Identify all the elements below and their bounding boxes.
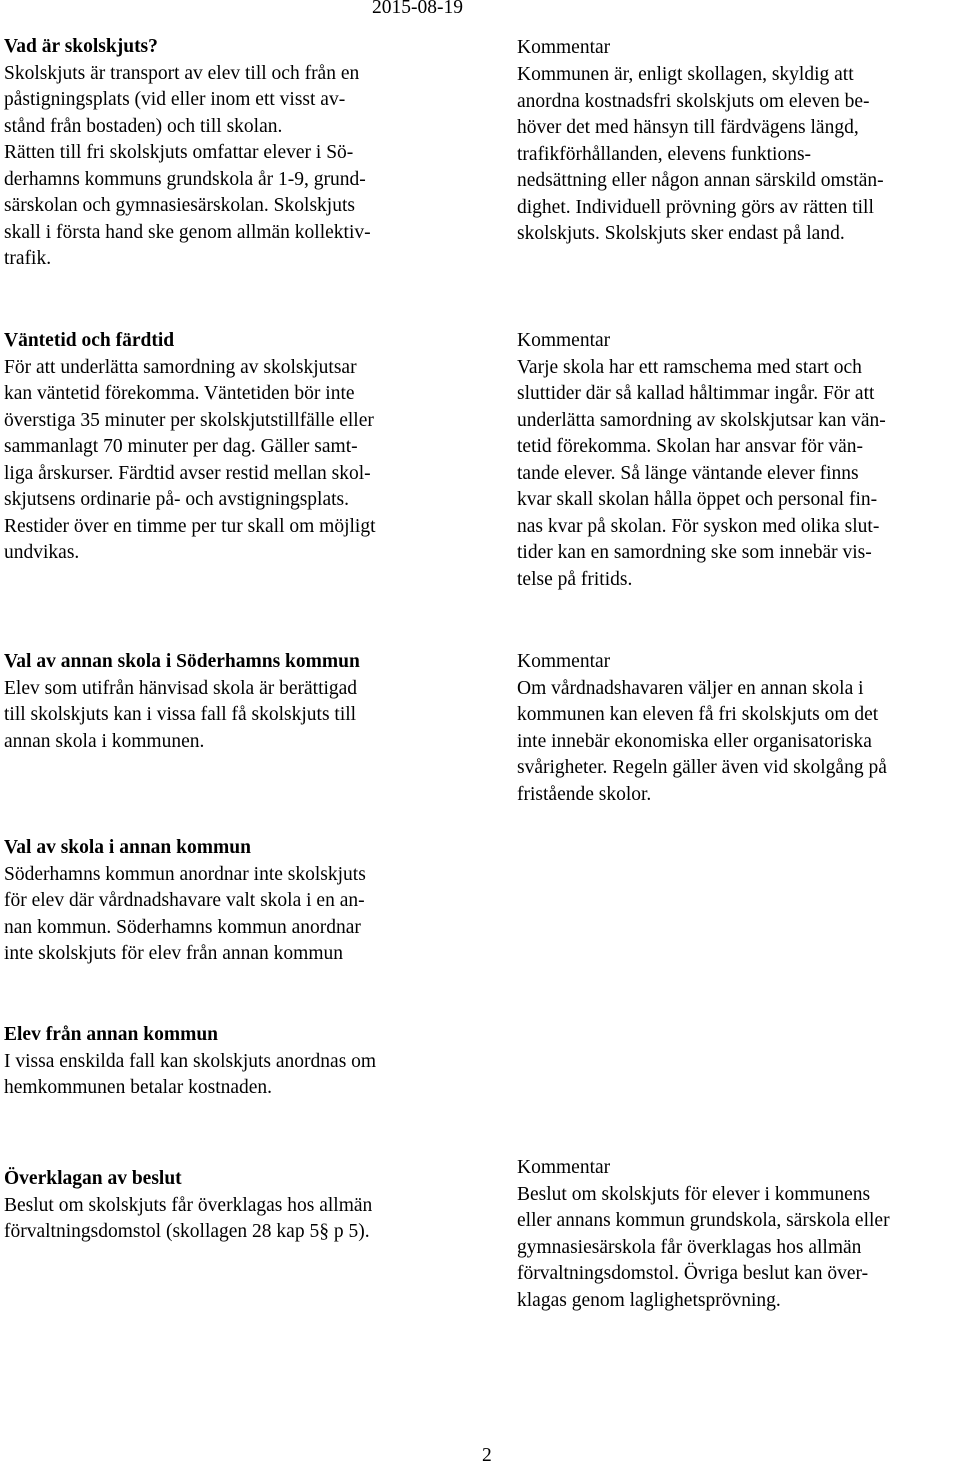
section-heading: Överklagan av beslut [4,1168,182,1189]
text-line: telse på fritids. [517,568,633,590]
text-line: för elev där vårdnadshavare valt skola i en an- [4,890,365,911]
text-line: eller annans kommun grundskola, särskola eller [517,1210,890,1231]
text-line: sluttider där så kallad håltimmar ingår. För att [517,383,875,404]
section-elev-fran-annan-kommun [4,1022,376,1102]
text-line: Söderhamns kommun anordnar inte skolskjuts [4,863,366,885]
text-line: nedsättning eller någon annan särskild omstän- [517,170,884,191]
text-line: gymnasiesärskola får överklagas hos allmän [517,1236,862,1258]
text-line: hemkommunen betalar kostnaden. [4,1077,273,1098]
comment-heading: Kommentar [517,330,611,351]
text-line: nas kvar på skolan. För syskon med olika slut- [517,515,880,537]
text-line: fristående skolor. [517,783,652,805]
text-line: till skolskjuts kan i vissa fall få skolskjuts till [4,704,357,725]
text-line: Kommunen är, enligt skollagen, skyldig att [517,64,854,85]
text-line: stånd från bostaden) och till skolan. [4,115,283,137]
section-val-av-annan-skola [4,649,360,755]
text-line: tider kan en samordning ske som innebär vis- [517,542,872,563]
text-line: sammanlagt 70 minuter per dag. Gäller samt- [4,436,358,457]
text-line: kan väntetid förekomma. Väntetiden bör inte [4,383,355,404]
text-line: dighet. Individuell prövning görs av rätten till [517,196,874,218]
text-line: derhamns kommuns grundskola år 1-9, grund- [4,168,366,190]
text-line: trafikförhållanden, elevens funktions- [517,143,812,165]
text-line: höver det med hänsyn till färdvägens längd, [517,117,859,138]
text-line: kvar skall skolan hålla öppet och personal fin- [517,489,878,510]
text-line: särskolan och gymnasiesärskolan. Skolskjuts [4,195,355,216]
text-line: nan kommun. Söderhamns kommun anordnar [4,916,361,938]
text-line: Rätten till fri skolskjuts omfattar elever i Sö- [4,142,354,163]
text-line: inte skolskjuts för elev från annan kommun [4,943,344,964]
section-heading: Val av skola i annan kommun [4,837,251,858]
text-line: Om vårdnadshavaren väljer en annan skola i [517,677,864,699]
text-line: För att underlätta samordning av skolskjutsar [4,356,357,378]
text-line: liga årskurser. Färdtid avser restid mellan skol- [4,462,371,484]
section-heading: Elev från annan kommun [4,1024,219,1045]
text-line: tetid förekomma. Skolan har ansvar för vän- [517,436,864,457]
text-line: kommunen kan eleven få fri skolskjuts om det [517,704,879,725]
text-line: trafik. [4,248,52,269]
document-date: 2015-08-19 [372,0,463,18]
text-line: Elev som utifrån hänvisad skola är berättigad [4,677,358,699]
text-line: underlätta samordning av skolskjutsar kan vän- [517,409,886,431]
page-number: 2 [482,1445,492,1466]
text-line: I vissa enskilda fall kan skolskjuts anordnas om [4,1050,377,1072]
text-line: Varje skola har ett ramschema med start och [517,356,862,378]
comment-heading: Kommentar [517,651,611,672]
text-line: skolskjuts. Skolskjuts sker endast på land. [517,223,845,244]
text-line: annan skola i kommunen. [4,730,205,752]
section-heading: Väntetid och färdtid [4,330,175,351]
section-vantetid-och-fardtid [4,328,376,567]
comment-overklagan [517,1155,890,1314]
section-vad-ar-skolskjuts [4,34,371,273]
comment-vantetid [517,328,886,593]
text-line: påstigningsplats (vid eller inom ett visst av- [4,89,346,110]
comment-val-av-annan-skola [517,649,887,808]
text-line: skall i första hand ske genom allmän kollektiv- [4,221,371,243]
text-line: klagas genom laglighetsprövning. [517,1289,781,1311]
text-line: Skolskjuts är transport av elev till och från en [4,62,360,84]
section-heading: Val av annan skola i Söderhamns kommun [4,651,360,672]
text-line: förvaltningsdomstol (skollagen 28 kap 5§ p 5). [4,1221,370,1242]
section-overklagan-av-beslut [4,1166,372,1246]
text-line: inte innebär ekonomiska eller organisatoriska [517,730,872,752]
text-line: överstiga 35 minuter per skolskjutstillfälle eller [4,409,374,431]
text-line: skjutsens ordinarie på- och avstigningsplats. [4,489,349,510]
text-line: undvikas. [4,542,80,563]
comment-heading: Kommentar [517,37,611,58]
text-line: anordna kostnadsfri skolskjuts om eleven be- [517,90,870,112]
text-line: Beslut om skolskjuts för elever i kommunens [517,1183,871,1205]
comment-vad-ar-skolskjuts [517,37,884,248]
section-heading: Vad är skolskjuts? [4,36,158,57]
text-line: svårigheter. Regeln gäller även vid skolgång på [517,757,887,778]
text-line: tande elever. Så länge väntande elever finns [517,462,859,484]
section-val-av-skola-i-annan-kommun [4,835,366,968]
text-line: förvaltningsdomstol. Övriga beslut kan över- [517,1263,869,1284]
text-line: Beslut om skolskjuts får överklagas hos allmän [4,1194,373,1216]
comment-heading: Kommentar [517,1157,611,1178]
text-line: Restider över en timme per tur skall om möjligt [4,515,376,537]
